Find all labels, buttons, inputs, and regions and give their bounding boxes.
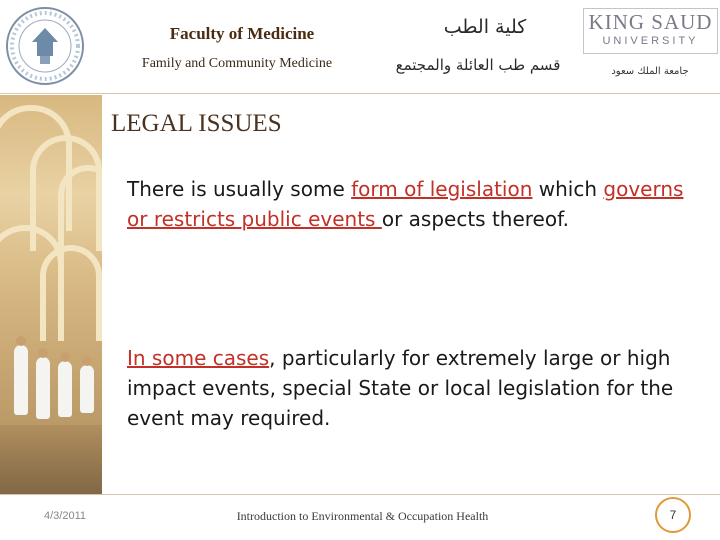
paragraph-legislation [127,174,687,234]
faculty-title-ar: كلية الطب [443,16,527,38]
university-name-ar: جامعة الملك سعود [611,66,689,77]
page-number: 7 [655,497,691,533]
p1-text-c: which [532,177,604,201]
slide-title: LEGAL ISSUES [111,110,282,137]
campus-arcade-photo [0,95,102,495]
p1-text-a: There is usually some [127,177,352,201]
p2-highlight-cases: In some cases [127,346,270,370]
header-divider [0,93,720,94]
footer-course-title: Introduction to Environmental & Occupation Health [236,509,489,523]
p1-highlight-legislation: form of legislation [351,177,533,201]
faculty-title-en: Faculty of Medicine [169,24,315,43]
p1-text-e: or aspects thereof. [381,207,570,231]
ksu-seal-logo [4,2,86,94]
department-ar: قسم طب العائلة والمجتمع [395,56,561,74]
footer-divider [0,494,720,495]
p1-highlight-governs: governs or restricts public events [127,177,684,231]
university-name: KING SAUD [588,10,713,34]
footer-date: 4/3/2011 [44,510,87,522]
department-en: Family and Community Medicine [141,56,333,71]
p2-text-b: , particularly for extremely large or high impact events, special State or local legislation for the event may required. [127,346,674,430]
university-sub: UNIVERSITY [602,35,699,47]
paragraph-cases [127,343,687,433]
